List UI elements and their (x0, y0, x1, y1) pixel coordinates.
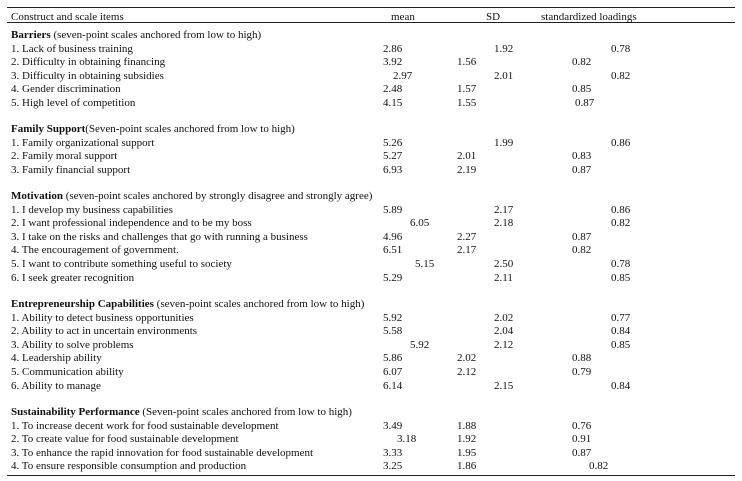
item-label: 4. Leadership ability (11, 352, 102, 364)
item-mean: 3.18 (397, 433, 417, 445)
item-label: 4. The encouragement of government. (11, 244, 179, 256)
item-sd: 2.50 (494, 258, 514, 270)
header-sd: SD (486, 11, 501, 23)
item-label: 6. Ability to manage (11, 380, 101, 392)
item-sd: 2.17 (494, 204, 514, 216)
item-label: 3. Ability to solve problems (11, 339, 134, 351)
item-sd: 1.55 (457, 97, 477, 109)
item-label: 1. To increase decent work for food sustainable development (11, 420, 279, 432)
item-label: 1. Ability to detect business opportunities (11, 312, 194, 324)
item-sd: 1.56 (457, 56, 477, 68)
item-mean: 2.48 (383, 83, 403, 95)
item-sd: 1.95 (457, 447, 477, 459)
bottom-rule (7, 475, 735, 476)
item-loading: 0.85 (611, 339, 631, 351)
section-description: (Seven-point scales anchored from low to high) (85, 123, 295, 135)
item-loading: 0.87 (572, 231, 592, 243)
section-description: (seven-point scales anchored from low to high) (50, 29, 262, 41)
item-label: 2. I want professional independence and to be my boss (11, 217, 252, 229)
item-sd: 1.99 (494, 137, 514, 149)
item-sd: 2.01 (494, 70, 514, 82)
item-loading: 0.87 (572, 164, 592, 176)
item-mean: 6.51 (383, 244, 403, 256)
item-mean: 3.49 (383, 420, 403, 432)
item-mean: 5.27 (383, 150, 403, 162)
item-mean: 5.29 (383, 272, 403, 284)
header-loadings: standardized loadings (541, 11, 637, 23)
item-label: 3. Family financial support (11, 164, 131, 176)
item-loading: 0.77 (611, 312, 631, 324)
section-heading (11, 298, 364, 310)
item-mean: 6.05 (410, 217, 430, 229)
item-sd: 1.92 (457, 433, 477, 445)
item-sd: 2.18 (494, 217, 514, 229)
section-title: Sustainability Performance (11, 406, 140, 418)
item-mean: 3.92 (383, 56, 403, 68)
item-label: 2. Family moral support (11, 150, 118, 162)
item-mean: 5.26 (383, 137, 403, 149)
item-loading: 0.83 (572, 150, 592, 162)
item-mean: 3.33 (383, 447, 403, 459)
item-loading: 0.82 (572, 56, 592, 68)
item-loading: 0.78 (611, 258, 631, 270)
item-mean: 4.96 (383, 231, 403, 243)
item-sd: 2.02 (457, 352, 477, 364)
item-label: 5. High level of competition (11, 97, 136, 109)
item-label: 1. Lack of business training (11, 43, 133, 55)
item-label: 6. I seek greater recognition (11, 272, 135, 284)
item-sd: 1.88 (457, 420, 477, 432)
item-loading: 0.82 (589, 460, 609, 472)
item-loading: 0.91 (572, 433, 592, 445)
item-sd: 2.11 (494, 272, 513, 284)
item-label: 3. Difficulty in obtaining subsidies (11, 70, 164, 82)
item-mean: 6.14 (383, 380, 403, 392)
header-mean: mean (391, 11, 415, 23)
item-mean: 2.97 (393, 70, 413, 82)
item-mean: 5.92 (383, 312, 403, 324)
item-loading: 0.87 (572, 447, 592, 459)
header-construct: Construct and scale items (11, 11, 124, 23)
item-loading: 0.82 (572, 244, 592, 256)
item-sd: 1.92 (494, 43, 514, 55)
item-sd: 2.02 (494, 312, 514, 324)
item-sd: 2.27 (457, 231, 477, 243)
item-loading: 0.82 (611, 70, 631, 82)
item-mean: 6.93 (383, 164, 403, 176)
item-label: 3. I take on the risks and challenges that go with running a business (11, 231, 308, 243)
item-label: 3. To enhance the rapid innovation for food sustainable development (11, 447, 314, 459)
item-mean: 5.92 (410, 339, 430, 351)
section-heading (11, 190, 372, 202)
item-loading: 0.87 (575, 97, 595, 109)
item-label: 1. I develop my business capabilities (11, 204, 173, 216)
item-label: 2. Difficulty in obtaining financing (11, 56, 166, 68)
section-description: (seven-point scales anchored from low to high) (153, 298, 365, 310)
item-loading: 0.86 (611, 204, 631, 216)
section-title: Entrepreneurship Capabilities (11, 298, 154, 310)
top-rule (7, 7, 735, 8)
item-mean: 5.89 (383, 204, 403, 216)
section-description: (Seven-point scales anchored from low to high) (139, 406, 352, 418)
item-sd: 2.01 (457, 150, 477, 162)
item-label: 5. Communication ability (11, 366, 124, 378)
section-heading (11, 123, 295, 135)
item-sd: 2.12 (494, 339, 514, 351)
section-heading (11, 406, 352, 418)
item-mean: 3.25 (383, 460, 403, 472)
item-label: 5. I want to contribute something useful to society (11, 258, 232, 270)
item-sd: 2.19 (457, 164, 477, 176)
item-label: 2. To create value for food sustainable development (11, 433, 239, 445)
item-label: 4. To ensure responsible consumption and production (11, 460, 247, 472)
section-title: Motivation (11, 190, 63, 202)
item-sd: 2.17 (457, 244, 477, 256)
item-loading: 0.79 (572, 366, 592, 378)
item-sd: 1.57 (457, 83, 477, 95)
item-loading: 0.85 (611, 272, 631, 284)
item-mean: 2.86 (383, 43, 403, 55)
item-sd: 1.86 (457, 460, 477, 472)
item-sd: 2.12 (457, 366, 477, 378)
item-mean: 4.15 (383, 97, 403, 109)
item-mean: 5.58 (383, 325, 403, 337)
item-loading: 0.76 (572, 420, 592, 432)
item-loading: 0.85 (572, 83, 592, 95)
item-loading: 0.78 (611, 43, 631, 55)
item-mean: 5.15 (415, 258, 435, 270)
section-title: Barriers (11, 29, 51, 41)
item-loading: 0.84 (611, 325, 631, 337)
item-label: 4. Gender discrimination (11, 83, 121, 95)
item-loading: 0.86 (611, 137, 631, 149)
item-mean: 5.86 (383, 352, 403, 364)
item-sd: 2.04 (494, 325, 514, 337)
item-label: 2. Ability to act in uncertain environments (11, 325, 198, 337)
section-heading (11, 29, 261, 41)
item-loading: 0.82 (611, 217, 631, 229)
item-label: 1. Family organizational support (11, 137, 155, 149)
item-loading: 0.88 (572, 352, 592, 364)
item-loading: 0.84 (611, 380, 631, 392)
item-sd: 2.15 (494, 380, 514, 392)
section-title: Family Support (11, 123, 86, 135)
item-mean: 6.07 (383, 366, 403, 378)
section-description: (seven-point scales anchored by strongly disagree and strongly agree) (62, 190, 373, 202)
